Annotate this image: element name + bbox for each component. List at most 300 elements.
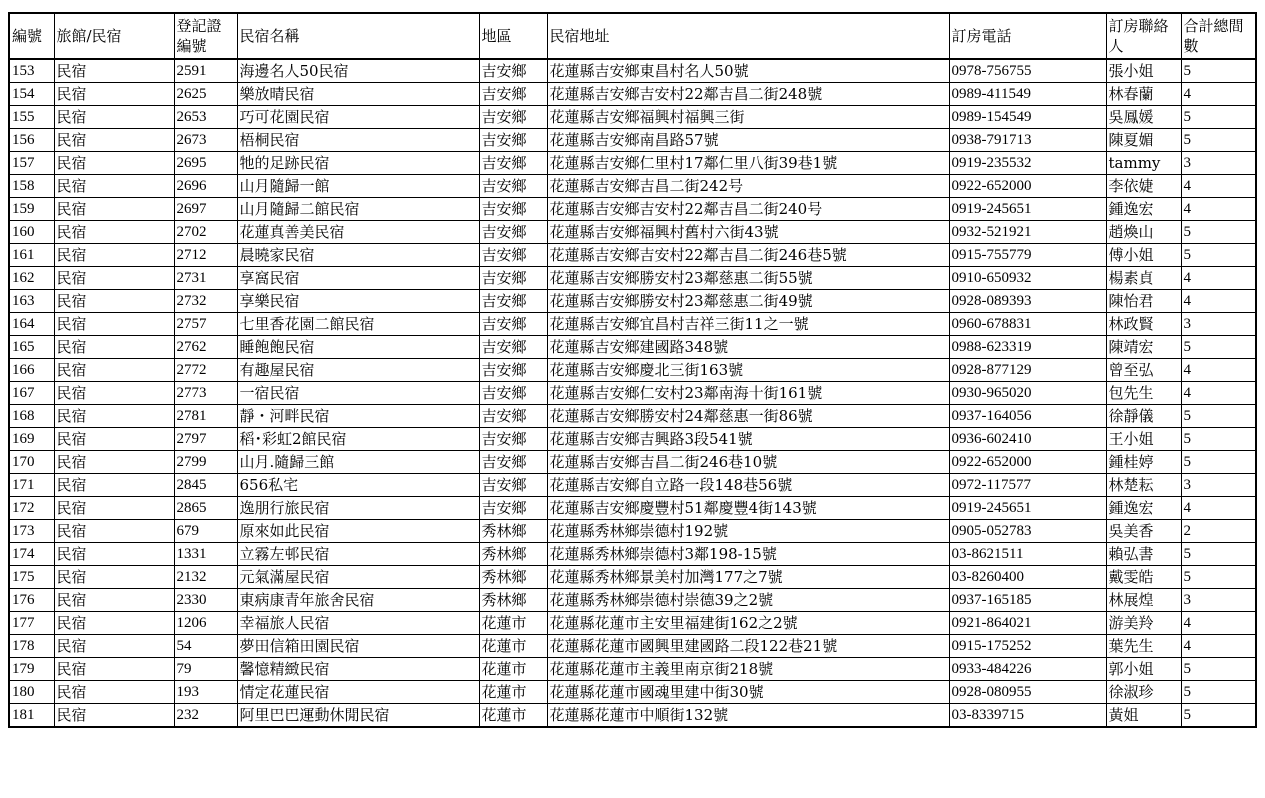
cell-phone: 0905-052783 bbox=[949, 520, 1106, 543]
cell-area: 吉安鄉 bbox=[479, 451, 547, 474]
cell-type: 民宿 bbox=[54, 382, 174, 405]
cell-license: 2732 bbox=[174, 290, 237, 313]
cell-license: 1331 bbox=[174, 543, 237, 566]
cell-address: 花蓮縣花蓮市主安里福建街162之2號 bbox=[547, 612, 949, 635]
cell-name: 一宿民宿 bbox=[237, 382, 479, 405]
table-row bbox=[9, 497, 1256, 520]
table-row bbox=[9, 474, 1256, 497]
cell-address: 花蓮縣吉安鄉勝安村23鄰慈惠二街49號 bbox=[547, 290, 949, 313]
table-row bbox=[9, 267, 1256, 290]
cell-phone: 0915-755779 bbox=[949, 244, 1106, 267]
table-row bbox=[9, 658, 1256, 681]
cell-type: 民宿 bbox=[54, 221, 174, 244]
cell-no: 158 bbox=[9, 175, 54, 198]
cell-license: 2697 bbox=[174, 198, 237, 221]
cell-phone: 0910-650932 bbox=[949, 267, 1106, 290]
cell-phone: 0989-154549 bbox=[949, 106, 1106, 129]
cell-contact: 楊素貞 bbox=[1106, 267, 1181, 290]
cell-phone: 0919-245651 bbox=[949, 198, 1106, 221]
cell-address: 花蓮縣吉安鄉福興村福興三街 bbox=[547, 106, 949, 129]
cell-address: 花蓮縣秀林鄉崇德村192號 bbox=[547, 520, 949, 543]
table-row bbox=[9, 175, 1256, 198]
cell-rooms: 5 bbox=[1181, 543, 1256, 566]
cell-area: 秀林鄉 bbox=[479, 520, 547, 543]
col-header-license: 登記證編號 bbox=[174, 13, 237, 59]
table-row bbox=[9, 681, 1256, 704]
cell-type: 民宿 bbox=[54, 428, 174, 451]
cell-rooms: 3 bbox=[1181, 474, 1256, 497]
cell-type: 民宿 bbox=[54, 198, 174, 221]
cell-name: 海邊名人50民宿 bbox=[237, 59, 479, 83]
cell-area: 花蓮市 bbox=[479, 635, 547, 658]
cell-phone: 0930-965020 bbox=[949, 382, 1106, 405]
cell-phone: 0978-756755 bbox=[949, 59, 1106, 83]
cell-area: 吉安鄉 bbox=[479, 474, 547, 497]
col-header-rooms: 合計總間數 bbox=[1181, 13, 1256, 59]
cell-phone: 0928-080955 bbox=[949, 681, 1106, 704]
cell-rooms: 5 bbox=[1181, 658, 1256, 681]
cell-address: 花蓮縣吉安鄉慶豐村51鄰慶豐4街143號 bbox=[547, 497, 949, 520]
cell-name: 靜・河畔民宿 bbox=[237, 405, 479, 428]
cell-no: 165 bbox=[9, 336, 54, 359]
cell-area: 花蓮市 bbox=[479, 612, 547, 635]
cell-address: 花蓮縣吉安鄉福興村舊村六街43號 bbox=[547, 221, 949, 244]
cell-rooms: 3 bbox=[1181, 152, 1256, 175]
cell-license: 54 bbox=[174, 635, 237, 658]
cell-no: 173 bbox=[9, 520, 54, 543]
cell-no: 163 bbox=[9, 290, 54, 313]
table-row bbox=[9, 313, 1256, 336]
cell-rooms: 4 bbox=[1181, 497, 1256, 520]
cell-license: 2762 bbox=[174, 336, 237, 359]
cell-name: 睡飽飽民宿 bbox=[237, 336, 479, 359]
cell-no: 157 bbox=[9, 152, 54, 175]
table-row bbox=[9, 382, 1256, 405]
cell-rooms: 5 bbox=[1181, 221, 1256, 244]
cell-area: 吉安鄉 bbox=[479, 313, 547, 336]
cell-license: 2132 bbox=[174, 566, 237, 589]
cell-phone: 0922-652000 bbox=[949, 451, 1106, 474]
cell-address: 花蓮縣吉安鄉仁安村23鄰南海十街161號 bbox=[547, 382, 949, 405]
cell-license: 2702 bbox=[174, 221, 237, 244]
cell-area: 秀林鄉 bbox=[479, 566, 547, 589]
cell-name: 山月隨歸二館民宿 bbox=[237, 198, 479, 221]
cell-name: 梧桐民宿 bbox=[237, 129, 479, 152]
cell-phone: 0960-678831 bbox=[949, 313, 1106, 336]
cell-area: 吉安鄉 bbox=[479, 267, 547, 290]
cell-license: 2625 bbox=[174, 83, 237, 106]
cell-area: 吉安鄉 bbox=[479, 405, 547, 428]
cell-no: 170 bbox=[9, 451, 54, 474]
cell-name: 稻･彩虹2館民宿 bbox=[237, 428, 479, 451]
cell-contact: 林楚耘 bbox=[1106, 474, 1181, 497]
cell-license: 2772 bbox=[174, 359, 237, 382]
cell-address: 花蓮縣吉安鄉南昌路57號 bbox=[547, 129, 949, 152]
cell-type: 民宿 bbox=[54, 497, 174, 520]
cell-no: 180 bbox=[9, 681, 54, 704]
cell-phone: 03-8260400 bbox=[949, 566, 1106, 589]
cell-name: 原來如此民宿 bbox=[237, 520, 479, 543]
header-row bbox=[9, 13, 1256, 59]
cell-type: 民宿 bbox=[54, 612, 174, 635]
cell-type: 民宿 bbox=[54, 589, 174, 612]
cell-name: 享樂民宿 bbox=[237, 290, 479, 313]
cell-no: 177 bbox=[9, 612, 54, 635]
table-row bbox=[9, 704, 1256, 728]
cell-type: 民宿 bbox=[54, 658, 174, 681]
cell-area: 吉安鄉 bbox=[479, 221, 547, 244]
cell-license: 2797 bbox=[174, 428, 237, 451]
cell-area: 吉安鄉 bbox=[479, 59, 547, 83]
cell-type: 民宿 bbox=[54, 83, 174, 106]
cell-license: 2845 bbox=[174, 474, 237, 497]
cell-type: 民宿 bbox=[54, 681, 174, 704]
cell-area: 吉安鄉 bbox=[479, 244, 547, 267]
cell-rooms: 4 bbox=[1181, 612, 1256, 635]
cell-license: 2696 bbox=[174, 175, 237, 198]
cell-type: 民宿 bbox=[54, 704, 174, 728]
cell-no: 178 bbox=[9, 635, 54, 658]
cell-area: 秀林鄉 bbox=[479, 589, 547, 612]
table-row bbox=[9, 520, 1256, 543]
cell-rooms: 4 bbox=[1181, 382, 1256, 405]
cell-address: 花蓮縣吉安鄉吉興路3段541號 bbox=[547, 428, 949, 451]
table-row bbox=[9, 566, 1256, 589]
cell-address: 花蓮縣吉安鄉吉安村22鄰吉昌二街240号 bbox=[547, 198, 949, 221]
col-header-name: 民宿名稱 bbox=[237, 13, 479, 59]
cell-rooms: 4 bbox=[1181, 267, 1256, 290]
table-row bbox=[9, 290, 1256, 313]
cell-area: 吉安鄉 bbox=[479, 428, 547, 451]
cell-contact: 陳靖宏 bbox=[1106, 336, 1181, 359]
col-header-address: 民宿地址 bbox=[547, 13, 949, 59]
cell-no: 167 bbox=[9, 382, 54, 405]
cell-name: 東病康青年旅舍民宿 bbox=[237, 589, 479, 612]
cell-phone: 0928-877129 bbox=[949, 359, 1106, 382]
cell-type: 民宿 bbox=[54, 106, 174, 129]
cell-license: 2781 bbox=[174, 405, 237, 428]
cell-name: 立霧左邨民宿 bbox=[237, 543, 479, 566]
cell-type: 民宿 bbox=[54, 244, 174, 267]
cell-no: 164 bbox=[9, 313, 54, 336]
cell-name: 656私宅 bbox=[237, 474, 479, 497]
cell-name: 山月隨歸一館 bbox=[237, 175, 479, 198]
cell-contact: 鍾桂婷 bbox=[1106, 451, 1181, 474]
cell-type: 民宿 bbox=[54, 129, 174, 152]
cell-type: 民宿 bbox=[54, 290, 174, 313]
cell-area: 吉安鄉 bbox=[479, 152, 547, 175]
cell-rooms: 5 bbox=[1181, 405, 1256, 428]
cell-license: 2757 bbox=[174, 313, 237, 336]
table-row bbox=[9, 428, 1256, 451]
cell-type: 民宿 bbox=[54, 543, 174, 566]
cell-contact: 吳美香 bbox=[1106, 520, 1181, 543]
cell-no: 174 bbox=[9, 543, 54, 566]
cell-phone: 0989-411549 bbox=[949, 83, 1106, 106]
cell-type: 民宿 bbox=[54, 451, 174, 474]
col-header-no: 編號 bbox=[9, 13, 54, 59]
cell-no: 168 bbox=[9, 405, 54, 428]
cell-rooms: 5 bbox=[1181, 244, 1256, 267]
cell-contact: 傅小姐 bbox=[1106, 244, 1181, 267]
cell-name: 元氣滿屋民宿 bbox=[237, 566, 479, 589]
cell-phone: 0921-864021 bbox=[949, 612, 1106, 635]
cell-no: 176 bbox=[9, 589, 54, 612]
cell-type: 民宿 bbox=[54, 566, 174, 589]
table-row bbox=[9, 612, 1256, 635]
cell-no: 159 bbox=[9, 198, 54, 221]
cell-contact: 李依婕 bbox=[1106, 175, 1181, 198]
cell-no: 175 bbox=[9, 566, 54, 589]
cell-rooms: 5 bbox=[1181, 336, 1256, 359]
table-row bbox=[9, 129, 1256, 152]
cell-address: 花蓮縣吉安鄉吉昌二街242号 bbox=[547, 175, 949, 198]
cell-area: 吉安鄉 bbox=[479, 129, 547, 152]
col-header-contact: 訂房聯絡人 bbox=[1106, 13, 1181, 59]
cell-rooms: 4 bbox=[1181, 635, 1256, 658]
cell-address: 花蓮縣吉安鄉仁里村17鄰仁里八街39巷1號 bbox=[547, 152, 949, 175]
cell-address: 花蓮縣秀林鄉景美村加灣177之7號 bbox=[547, 566, 949, 589]
cell-license: 193 bbox=[174, 681, 237, 704]
cell-address: 花蓮縣花蓮市國魂里建中街30號 bbox=[547, 681, 949, 704]
cell-rooms: 5 bbox=[1181, 704, 1256, 728]
cell-no: 161 bbox=[9, 244, 54, 267]
cell-address: 花蓮縣秀林鄉崇德村3鄰198-15號 bbox=[547, 543, 949, 566]
cell-name: 幸福旅人民宿 bbox=[237, 612, 479, 635]
cell-no: 166 bbox=[9, 359, 54, 382]
cell-no: 181 bbox=[9, 704, 54, 728]
cell-contact: 包先生 bbox=[1106, 382, 1181, 405]
cell-contact: tammy bbox=[1106, 152, 1181, 175]
cell-license: 2865 bbox=[174, 497, 237, 520]
cell-name: 牠的足跡民宿 bbox=[237, 152, 479, 175]
cell-phone: 0928-089393 bbox=[949, 290, 1106, 313]
cell-rooms: 4 bbox=[1181, 290, 1256, 313]
cell-name: 情定花蓮民宿 bbox=[237, 681, 479, 704]
cell-address: 花蓮縣秀林鄉崇德村崇德39之2號 bbox=[547, 589, 949, 612]
cell-address: 花蓮縣吉安鄉東昌村名人50號 bbox=[547, 59, 949, 83]
bnb-registry-table bbox=[8, 12, 1257, 728]
cell-rooms: 5 bbox=[1181, 451, 1256, 474]
cell-area: 吉安鄉 bbox=[479, 106, 547, 129]
col-header-phone: 訂房電話 bbox=[949, 13, 1106, 59]
table-row bbox=[9, 244, 1256, 267]
cell-rooms: 4 bbox=[1181, 359, 1256, 382]
table-row bbox=[9, 221, 1256, 244]
cell-no: 155 bbox=[9, 106, 54, 129]
cell-phone: 0922-652000 bbox=[949, 175, 1106, 198]
cell-address: 花蓮縣吉安鄉吉安村22鄰吉昌二街246巷5號 bbox=[547, 244, 949, 267]
cell-no: 153 bbox=[9, 59, 54, 83]
cell-contact: 曾至弘 bbox=[1106, 359, 1181, 382]
cell-address: 花蓮縣吉安鄉勝安村23鄰慈惠二街55號 bbox=[547, 267, 949, 290]
cell-address: 花蓮縣吉安鄉宜昌村吉祥三街11之一號 bbox=[547, 313, 949, 336]
cell-license: 1206 bbox=[174, 612, 237, 635]
cell-no: 156 bbox=[9, 129, 54, 152]
cell-type: 民宿 bbox=[54, 152, 174, 175]
cell-contact: 鍾逸宏 bbox=[1106, 497, 1181, 520]
cell-license: 2731 bbox=[174, 267, 237, 290]
cell-type: 民宿 bbox=[54, 59, 174, 83]
cell-no: 154 bbox=[9, 83, 54, 106]
cell-type: 民宿 bbox=[54, 474, 174, 497]
cell-contact: 陳夏媚 bbox=[1106, 129, 1181, 152]
cell-name: 晨曉家民宿 bbox=[237, 244, 479, 267]
cell-phone: 0936-602410 bbox=[949, 428, 1106, 451]
cell-phone: 0919-245651 bbox=[949, 497, 1106, 520]
table-row bbox=[9, 451, 1256, 474]
cell-phone: 0972-117577 bbox=[949, 474, 1106, 497]
cell-area: 花蓮市 bbox=[479, 704, 547, 728]
cell-license: 2591 bbox=[174, 59, 237, 83]
cell-type: 民宿 bbox=[54, 313, 174, 336]
cell-license: 79 bbox=[174, 658, 237, 681]
cell-area: 吉安鄉 bbox=[479, 382, 547, 405]
cell-phone: 0988-623319 bbox=[949, 336, 1106, 359]
table-row bbox=[9, 336, 1256, 359]
cell-area: 吉安鄉 bbox=[479, 497, 547, 520]
cell-rooms: 5 bbox=[1181, 106, 1256, 129]
cell-phone: 0938-791713 bbox=[949, 129, 1106, 152]
cell-name: 巧可花園民宿 bbox=[237, 106, 479, 129]
col-header-type: 旅館/民宿 bbox=[54, 13, 174, 59]
cell-contact: 徐淑珍 bbox=[1106, 681, 1181, 704]
cell-contact: 林春蘭 bbox=[1106, 83, 1181, 106]
cell-no: 169 bbox=[9, 428, 54, 451]
cell-phone: 03-8621511 bbox=[949, 543, 1106, 566]
cell-contact: 鍾逸宏 bbox=[1106, 198, 1181, 221]
cell-name: 夢田信箱田園民宿 bbox=[237, 635, 479, 658]
cell-rooms: 3 bbox=[1181, 589, 1256, 612]
table-row bbox=[9, 152, 1256, 175]
cell-address: 花蓮縣吉安鄉建國路348號 bbox=[547, 336, 949, 359]
cell-name: 山月.隨歸三館 bbox=[237, 451, 479, 474]
cell-contact: 游美羚 bbox=[1106, 612, 1181, 635]
cell-name: 享窩民宿 bbox=[237, 267, 479, 290]
cell-area: 吉安鄉 bbox=[479, 83, 547, 106]
cell-contact: 林展煌 bbox=[1106, 589, 1181, 612]
cell-type: 民宿 bbox=[54, 267, 174, 290]
cell-phone: 0915-175252 bbox=[949, 635, 1106, 658]
cell-license: 2653 bbox=[174, 106, 237, 129]
cell-no: 179 bbox=[9, 658, 54, 681]
cell-contact: 戴雯皓 bbox=[1106, 566, 1181, 589]
cell-name: 有趣屋民宿 bbox=[237, 359, 479, 382]
cell-license: 679 bbox=[174, 520, 237, 543]
table-row bbox=[9, 359, 1256, 382]
cell-type: 民宿 bbox=[54, 635, 174, 658]
cell-type: 民宿 bbox=[54, 405, 174, 428]
cell-no: 160 bbox=[9, 221, 54, 244]
cell-name: 樂放晴民宿 bbox=[237, 83, 479, 106]
cell-license: 2673 bbox=[174, 129, 237, 152]
cell-phone: 0937-164056 bbox=[949, 405, 1106, 428]
cell-rooms: 5 bbox=[1181, 428, 1256, 451]
cell-license: 2330 bbox=[174, 589, 237, 612]
cell-rooms: 3 bbox=[1181, 313, 1256, 336]
table-row bbox=[9, 83, 1256, 106]
cell-address: 花蓮縣吉安鄉自立路一段148巷56號 bbox=[547, 474, 949, 497]
cell-area: 吉安鄉 bbox=[479, 359, 547, 382]
cell-contact: 林政賢 bbox=[1106, 313, 1181, 336]
cell-rooms: 4 bbox=[1181, 175, 1256, 198]
table-row bbox=[9, 543, 1256, 566]
cell-phone: 0919-235532 bbox=[949, 152, 1106, 175]
table-row bbox=[9, 106, 1256, 129]
cell-area: 吉安鄉 bbox=[479, 336, 547, 359]
table-row bbox=[9, 405, 1256, 428]
cell-phone: 0933-484226 bbox=[949, 658, 1106, 681]
cell-address: 花蓮縣花蓮市主義里南京街218號 bbox=[547, 658, 949, 681]
cell-rooms: 5 bbox=[1181, 59, 1256, 83]
cell-rooms: 4 bbox=[1181, 83, 1256, 106]
cell-name: 花蓮真善美民宿 bbox=[237, 221, 479, 244]
cell-name: 阿里巴巴運動休閒民宿 bbox=[237, 704, 479, 728]
cell-area: 吉安鄉 bbox=[479, 290, 547, 313]
col-header-area: 地區 bbox=[479, 13, 547, 59]
cell-contact: 王小姐 bbox=[1106, 428, 1181, 451]
cell-area: 花蓮市 bbox=[479, 681, 547, 704]
cell-rooms: 2 bbox=[1181, 520, 1256, 543]
cell-address: 花蓮縣吉安鄉慶北三街163號 bbox=[547, 359, 949, 382]
cell-phone: 0937-165185 bbox=[949, 589, 1106, 612]
cell-contact: 趙煥山 bbox=[1106, 221, 1181, 244]
cell-name: 逸朋行旅民宿 bbox=[237, 497, 479, 520]
cell-type: 民宿 bbox=[54, 359, 174, 382]
cell-area: 秀林鄉 bbox=[479, 543, 547, 566]
cell-type: 民宿 bbox=[54, 336, 174, 359]
cell-rooms: 4 bbox=[1181, 198, 1256, 221]
cell-contact: 賴弘書 bbox=[1106, 543, 1181, 566]
cell-address: 花蓮縣花蓮市中順街132號 bbox=[547, 704, 949, 728]
cell-contact: 徐靜儀 bbox=[1106, 405, 1181, 428]
cell-type: 民宿 bbox=[54, 520, 174, 543]
cell-address: 花蓮縣吉安鄉勝安村24鄰慈惠一街86號 bbox=[547, 405, 949, 428]
cell-area: 吉安鄉 bbox=[479, 198, 547, 221]
cell-rooms: 5 bbox=[1181, 566, 1256, 589]
cell-phone: 03-8339715 bbox=[949, 704, 1106, 728]
cell-contact: 吳鳳媛 bbox=[1106, 106, 1181, 129]
cell-area: 花蓮市 bbox=[479, 658, 547, 681]
cell-name: 七里香花園二館民宿 bbox=[237, 313, 479, 336]
cell-rooms: 5 bbox=[1181, 129, 1256, 152]
cell-contact: 葉先生 bbox=[1106, 635, 1181, 658]
cell-contact: 陳怡君 bbox=[1106, 290, 1181, 313]
cell-license: 2799 bbox=[174, 451, 237, 474]
cell-license: 232 bbox=[174, 704, 237, 728]
cell-license: 2712 bbox=[174, 244, 237, 267]
cell-no: 162 bbox=[9, 267, 54, 290]
cell-phone: 0932-521921 bbox=[949, 221, 1106, 244]
cell-contact: 黃姐 bbox=[1106, 704, 1181, 728]
cell-contact: 張小姐 bbox=[1106, 59, 1181, 83]
cell-address: 花蓮縣吉安鄉吉安村22鄰吉昌二街248號 bbox=[547, 83, 949, 106]
cell-license: 2773 bbox=[174, 382, 237, 405]
cell-address: 花蓮縣吉安鄉吉昌二街246巷10號 bbox=[547, 451, 949, 474]
cell-name: 馨憶精緻民宿 bbox=[237, 658, 479, 681]
cell-type: 民宿 bbox=[54, 175, 174, 198]
table-row bbox=[9, 198, 1256, 221]
table-row bbox=[9, 589, 1256, 612]
cell-address: 花蓮縣花蓮市國興里建國路二段122巷21號 bbox=[547, 635, 949, 658]
table-row bbox=[9, 59, 1256, 83]
cell-license: 2695 bbox=[174, 152, 237, 175]
cell-no: 172 bbox=[9, 497, 54, 520]
cell-no: 171 bbox=[9, 474, 54, 497]
cell-contact: 郭小姐 bbox=[1106, 658, 1181, 681]
cell-rooms: 5 bbox=[1181, 681, 1256, 704]
table-body bbox=[9, 59, 1256, 727]
